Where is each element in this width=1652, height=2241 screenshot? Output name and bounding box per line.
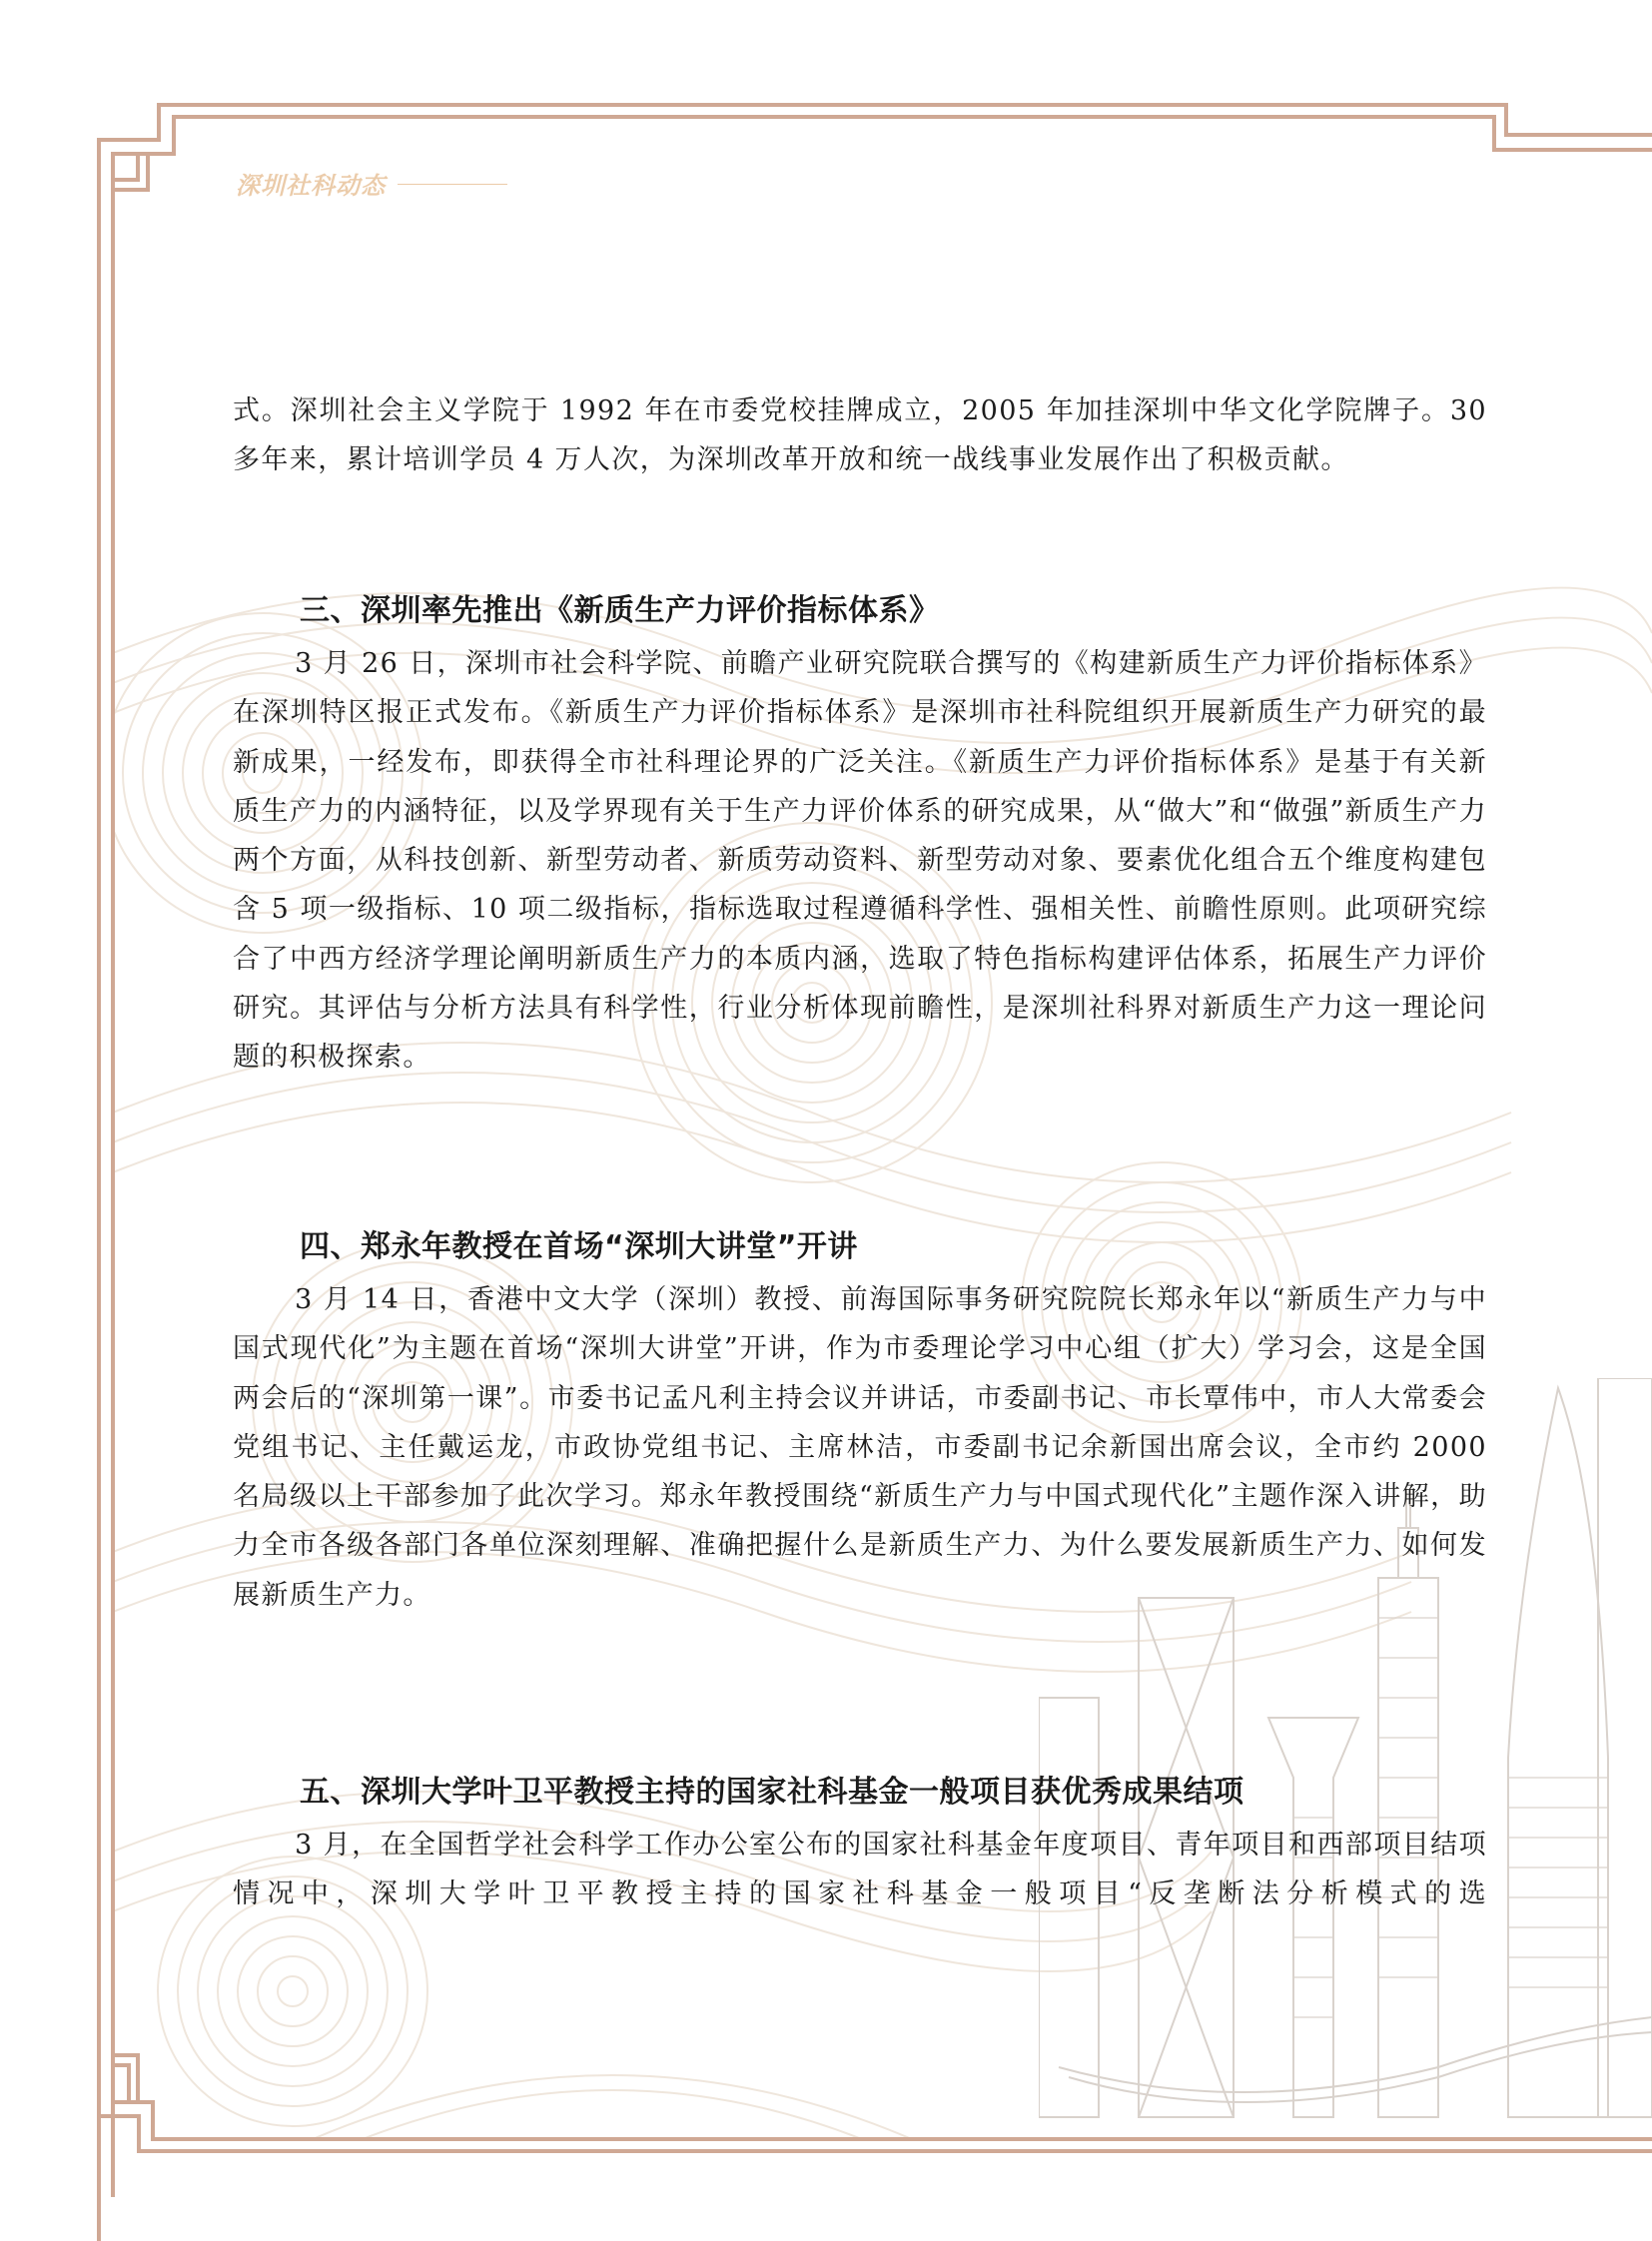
intro-paragraph: 式。深圳社会主义学院于 1992 年在市委党校挂牌成立，2005 年加挂深圳中华文化学院牌子。30 多年来，累计培训学员 4 万人次，为深圳改革开放和统一战线事业发展作出了积极贡献。 bbox=[233, 395, 1487, 476]
section-3 bbox=[233, 591, 1487, 1083]
running-head bbox=[236, 166, 507, 201]
section-5 bbox=[233, 1773, 1487, 1919]
section-paragraph: 3 月 14 日，香港中文大学（深圳）教授、前海国际事务研究院院长郑永年以“新质生产力与中国式现代化”为主题在首场“深圳大讲堂”开讲，作为市委理论学习中心组（扩大）学习会，这是全国两会后的“深圳第一课”。市委书记孟凡利主持会议并讲话，市委副书记、市长覃伟中，市人大常委会党组书记、主任戴运龙，市政协党组书记、主席林洁，市委副书记余新国出席会议，全市约 2000 名局级以上干部参加了此次学习。郑永年教授围绕“新质生产力与中国式现代化”主题作深入讲解，助力全市各级各部门各单位深刻理解、准确把握什么是新质生产力、为什么要发展新质生产力、如何发展新质生产力。 bbox=[233, 1284, 1487, 1611]
section-paragraph: 3 月，在全国哲学社会科学工作办公室公布的国家社科基金年度项目、青年项目和西部项目结项情况中，深圳大学叶卫平教授主持的国家社科基金一般项目“反垄断法分析模式的选 bbox=[233, 1830, 1487, 1910]
section-paragraph: 3 月 26 日，深圳市社会科学院、前瞻产业研究院联合撰写的《构建新质生产力评价指标体系》在深圳特区报正式发布。《新质生产力评价指标体系》是深圳市社科院组织开展新质生产力研究的最新成果，一经发布，即获得全市社科理论界的广泛关注。《新质生产力评价指标体系》是基于有关新质生产力的内涵特征，以及学界现有关于生产力评价体系的研究成果，从“做大”和“做强”新质生产力两个方面，从科技创新、新型劳动者、新质劳动资料、新型劳动对象、要素优化组合五个维度构建包含 5 项一级指标、10 项二级指标，指标选取过程遵循科学性、强相关性、前瞻性原则。此项研究综合了中西方经济学理论阐明新质生产力的本质内涵，选取了特色指标构建评估体系，拓展生产力评价研究。其评估与分析方法具有科学性，行业分析体现前瞻性，是深圳社科界对新质生产力这一理论问题的积极探索。 bbox=[233, 648, 1487, 1074]
running-head-title: 深圳社科动态 bbox=[236, 172, 386, 200]
section-heading: 四、郑永年教授在首场“深圳大讲堂”开讲 bbox=[300, 1229, 858, 1264]
section-heading: 三、深圳率先推出《新质生产力评价指标体系》 bbox=[300, 593, 940, 628]
running-head-rule bbox=[398, 184, 507, 185]
section-heading: 五、深圳大学叶卫平教授主持的国家社科基金一般项目获优秀成果结项 bbox=[300, 1775, 1244, 1810]
section-4 bbox=[233, 1227, 1487, 1620]
intro-paragraph-block bbox=[233, 386, 1487, 485]
